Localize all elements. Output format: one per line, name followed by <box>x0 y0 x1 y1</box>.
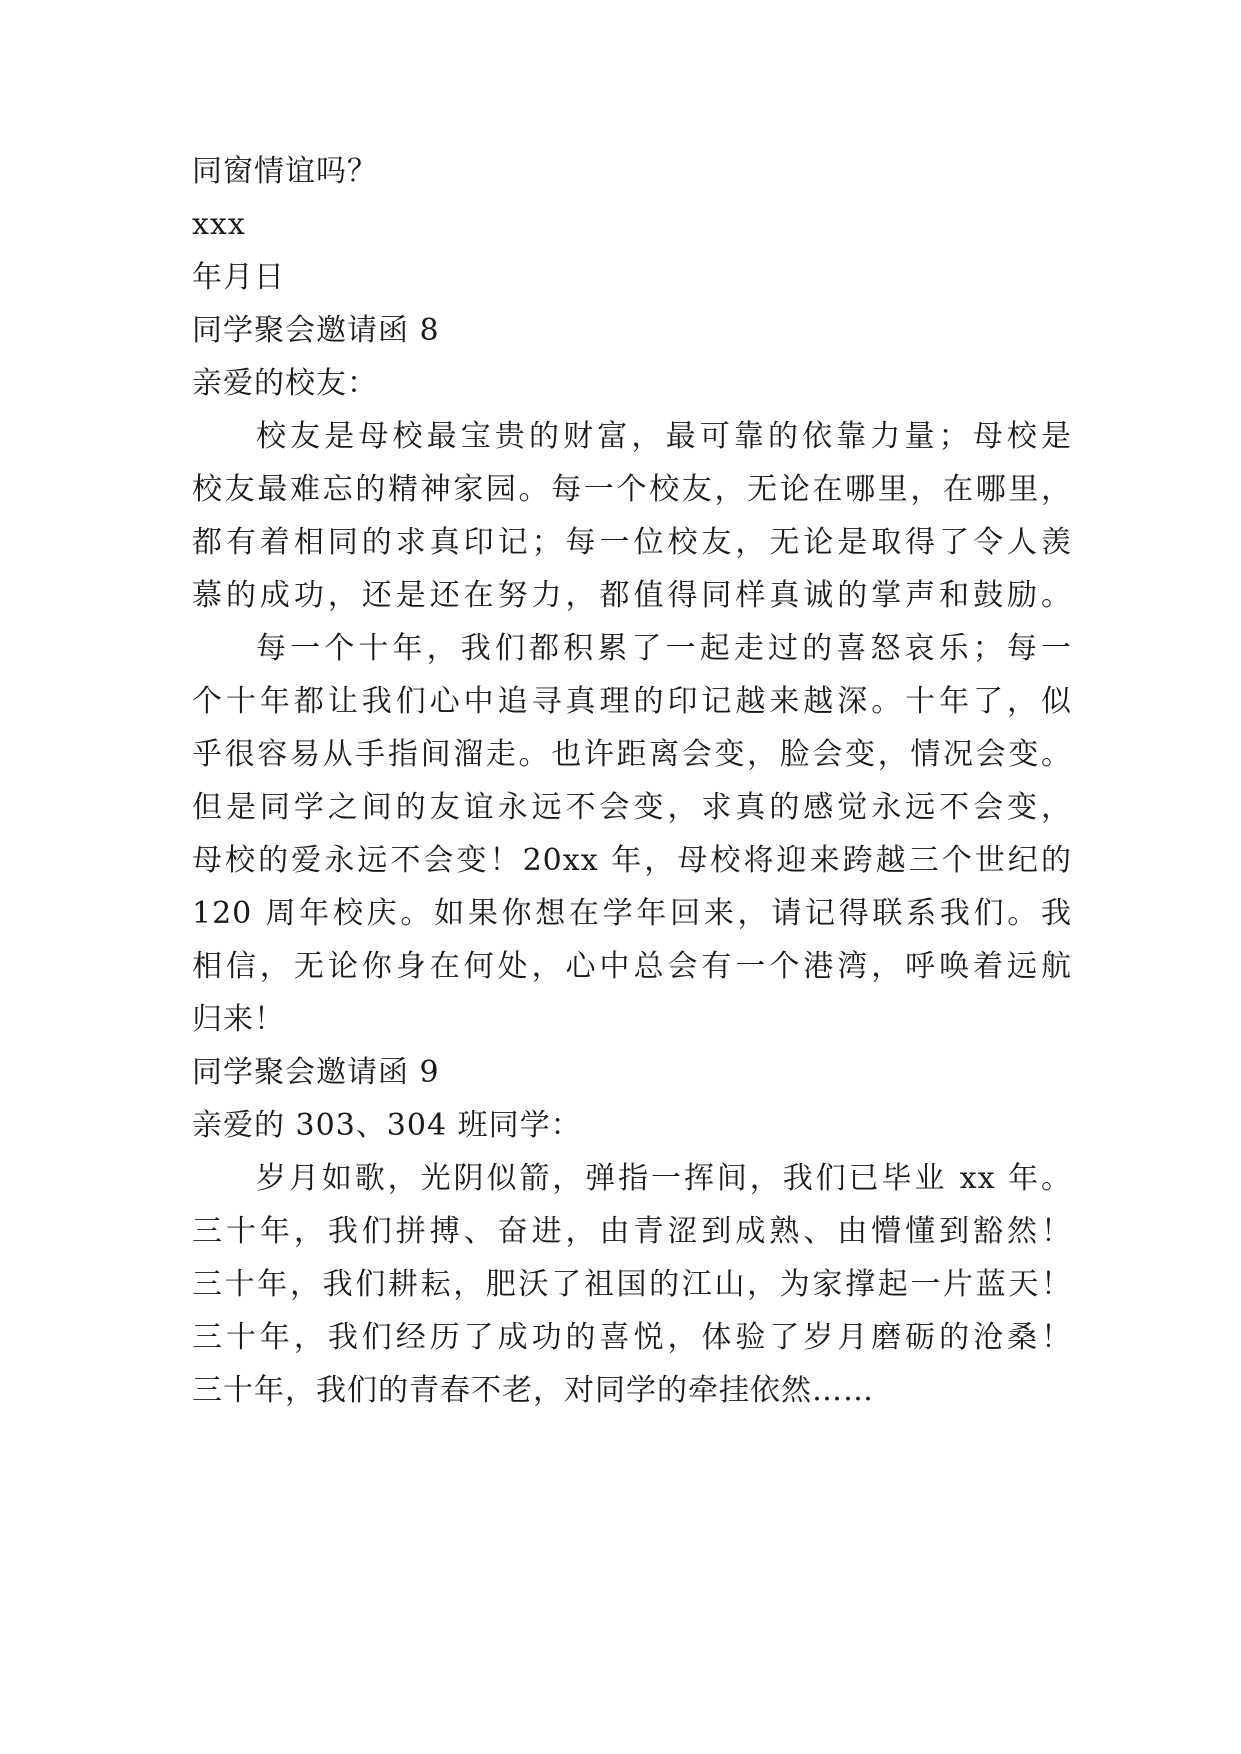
paragraph-line: 相信，无论你身在何处，心中总会有一个港湾，呼唤着远航 <box>192 949 1072 984</box>
paragraph-line: 每一个十年，我们都积累了一起走过的喜怒哀乐；每一 <box>256 631 1072 666</box>
salutation: 亲爱的校友： <box>192 366 378 401</box>
salutation: 亲爱的 303、304 班同学： <box>192 1108 582 1143</box>
paragraph-line: 校友最难忘的精神家园。每一个校友，无论在哪里，在哪里， <box>192 472 1072 507</box>
paragraph-line: 三十年，我们耕耘，肥沃了祖国的江山，为家撑起一片蓝天！ <box>192 1267 1072 1302</box>
paragraph-line: 慕的成功，还是还在努力，都值得同样真诚的掌声和鼓励。 <box>192 578 1072 613</box>
paragraph-line: 母校的爱永远不会变！20xx 年，母校将迎来跨越三个世纪的 <box>192 843 1072 878</box>
text-line: 年月日 <box>192 260 285 295</box>
section-heading: 同学聚会邀请函 9 <box>192 1055 440 1090</box>
section-heading: 同学聚会邀请函 8 <box>192 313 440 348</box>
paragraph-line: 乎很容易从手指间溜走。也许距离会变，脸会变，情况会变。 <box>192 737 1072 772</box>
text-line: 同窗情谊吗？ <box>192 154 378 189</box>
paragraph-line: 都有着相同的求真印记；每一位校友，无论是取得了令人羡 <box>192 525 1072 560</box>
paragraph-line: 个十年都让我们心中追寻真理的印记越来越深。十年了，似 <box>192 684 1072 719</box>
paragraph-line: 三十年，我们拼搏、奋进，由青涩到成熟、由懵懂到豁然！ <box>192 1214 1072 1249</box>
text-line: xxx <box>192 207 246 242</box>
paragraph-line: 归来！ <box>192 1002 285 1037</box>
paragraph-line: 三十年，我们的青春不老，对同学的牵挂依然…… <box>192 1373 874 1408</box>
paragraph-line: 岁月如歌，光阴似箭，弹指一挥间，我们已毕业 xx 年。 <box>256 1161 1072 1196</box>
paragraph-line: 校友是母校最宝贵的财富，最可靠的依靠力量；母校是 <box>256 419 1072 454</box>
paragraph-line: 三十年，我们经历了成功的喜悦，体验了岁月磨砺的沧桑！ <box>192 1320 1072 1355</box>
paragraph-line: 但是同学之间的友谊永远不会变，求真的感觉永远不会变， <box>192 790 1072 825</box>
paragraph-line: 120 周年校庆。如果你想在学年回来，请记得联系我们。我 <box>192 896 1072 931</box>
